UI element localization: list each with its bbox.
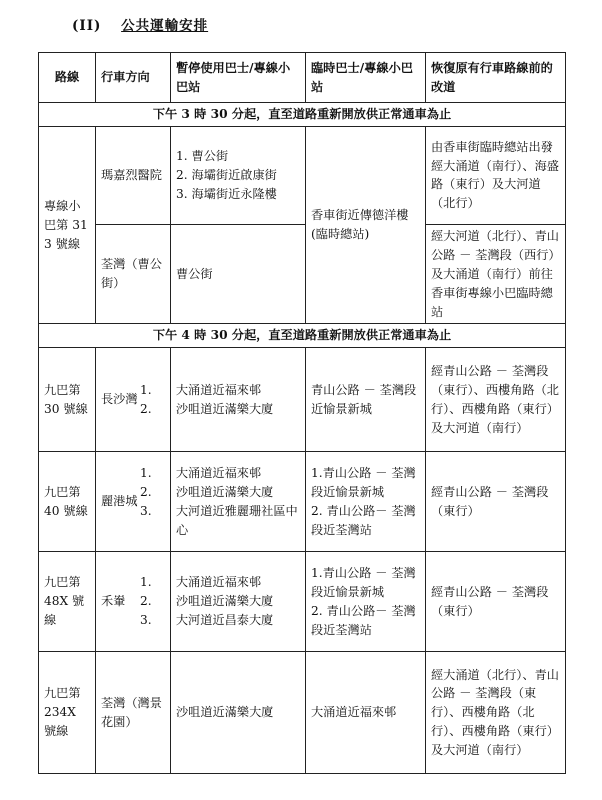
section-label: 下午 4 時 30 分起，直至道路重新開放供正常通車為止: [39, 324, 566, 348]
temp-stop-item: 2. 青山公路－ 荃灣段近荃灣站: [311, 503, 416, 537]
route-cell: 九巴第 48X 號線: [39, 552, 96, 652]
direction-cell: 荃灣（灣景花園）: [96, 652, 171, 774]
stop-item: 1. 曹公街: [176, 149, 229, 164]
stop-item: 2. 海壩街近啟康街: [176, 167, 277, 182]
diversion-cell: 經青山公路 － 荃灣段（東行）: [426, 552, 566, 652]
section-number: (II): [72, 18, 102, 34]
header-resume: 恢復原有行車路線前的改道: [426, 53, 566, 103]
section-label: 下午 3 時 30 分起，直至道路重新開放供正常通車為止: [39, 103, 566, 127]
stops-cell: [140, 552, 306, 652]
section-title: 公共運輸安排: [121, 18, 209, 34]
header-direction: 行車方向: [96, 53, 171, 103]
diversion-cell: 由香車街臨時總站出發經大涌道（南行）、海盛路（東行）及大河道（北行）: [426, 126, 566, 224]
header-temp-new-stop: 臨時巴士/專線小巴站: [306, 53, 426, 103]
header-route: 路線: [39, 53, 96, 103]
header-temp-stop: 暫停使用巴士/專線小巴站: [171, 53, 306, 103]
stops-cell: 沙咀道近滿樂大廈: [171, 652, 306, 774]
table-row: [39, 224, 566, 324]
temp-stop-cell: 香車街近傳德洋樓(臨時總站): [306, 126, 426, 324]
direction-cell: 麗港城: [96, 452, 171, 552]
direction-cell: 長沙灣: [96, 348, 171, 452]
temp-stop-cell: [306, 452, 426, 552]
route-cell: 九巴第 40 號線: [39, 452, 96, 552]
table-row: [39, 552, 566, 652]
direction-cell: 禾輋: [96, 552, 171, 652]
direction-cell: 荃灣（曹公街）: [96, 224, 171, 324]
stop-item: 2. 沙咀道近滿樂大廈: [140, 594, 274, 609]
temp-stop-cell: [306, 552, 426, 652]
section-row: [39, 324, 566, 348]
temp-stop-cell: 青山公路 － 荃灣段近愉景新城: [306, 348, 426, 452]
route-cell: 九巴第 234X 號線: [39, 652, 96, 774]
table-row: [39, 652, 566, 774]
diversion-cell: 經青山公路 － 荃灣段（東行）: [426, 452, 566, 552]
section-heading: [72, 14, 208, 34]
stops-cell: [171, 126, 306, 224]
transport-arrangement-table: [38, 52, 566, 774]
table-row: [39, 452, 566, 552]
temp-stop-cell: 大涌道近福來邨: [306, 652, 426, 774]
diversion-cell: 經大涌道（北行）、青山公路 － 荃灣段（東行）、西樓角路（北行）、西樓角路（東行）及大河道（南行）: [426, 652, 566, 774]
stop-item: 3. 海壩街近永隆樓: [176, 186, 277, 201]
temp-stop-item: 1.青山公路 － 荃灣段近愉景新城: [311, 566, 416, 599]
stops-cell: 曹公街: [171, 224, 306, 324]
diversion-cell: 經青山公路 － 荃灣段（東行）、西樓角路（北行）、西樓角路（東行）及大河道（南行）: [426, 348, 566, 452]
stop-item: 2. 沙咀道近滿樂大廈: [140, 401, 274, 416]
route-cell: 九巴第 30 號線: [39, 348, 96, 452]
diversion-cell: 經大河道（北行）、青山公路 － 荃灣段（西行）及大涌道（南行）前往香車街專線小巴臨時總站: [426, 224, 566, 324]
stop-item: 3. 大河道近昌泰大廈: [140, 613, 274, 628]
table-row: [39, 126, 566, 224]
stops-cell: [140, 348, 306, 452]
temp-stop-item: 1.青山公路 － 荃灣段近愉景新城: [311, 466, 416, 499]
stop-item: 1. 大涌道近福來邨: [140, 575, 262, 590]
stops-cell: [140, 452, 306, 552]
stop-item: 3. 大河道近雅麗珊社區中心: [140, 503, 298, 537]
route-cell: 專線小巴第 313 號線: [39, 126, 96, 324]
stop-item: 1. 大涌道近福來邨: [140, 466, 262, 481]
stop-item: 1. 大涌道近福來邨: [140, 382, 262, 397]
stop-item: 2. 沙咀道近滿樂大廈: [140, 484, 274, 499]
header-row: [39, 53, 566, 103]
direction-cell: 瑪嘉烈醫院: [96, 126, 171, 224]
section-row: [39, 103, 566, 127]
table-row: [39, 348, 566, 452]
temp-stop-item: 2. 青山公路－ 荃灣段近荃灣站: [311, 603, 416, 637]
